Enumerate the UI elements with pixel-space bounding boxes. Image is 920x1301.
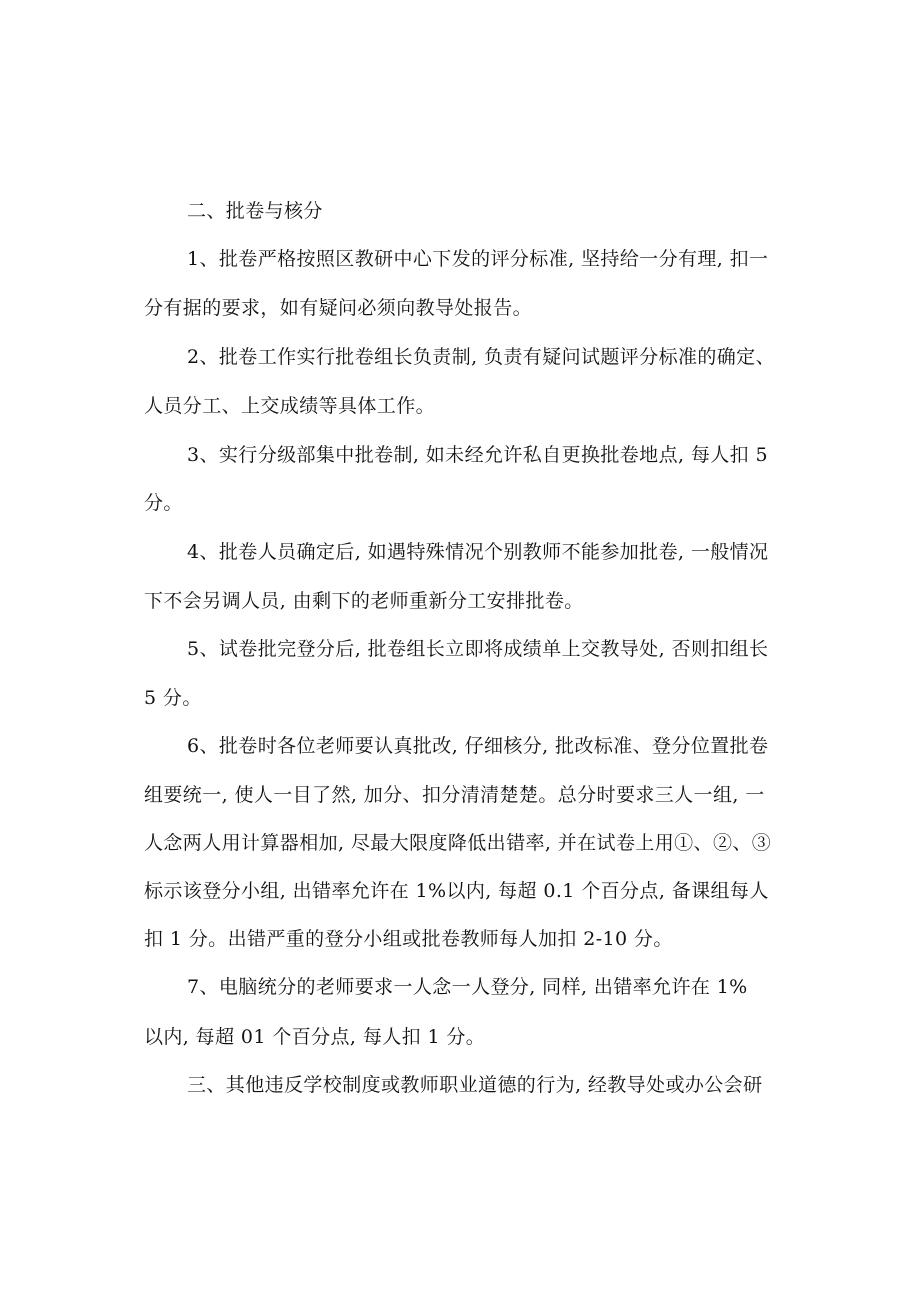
- paragraph-6-line-2: 组要统一, 使人一目了然, 加分、扣分清清楚楚。总分时要求三人一组, 一: [144, 784, 765, 806]
- paragraph-6-line-3: 人念两人用计算器相加, 尽最大限度降低出错率, 并在试卷上用①、②、③: [144, 832, 772, 854]
- paragraph-6-line-5: 扣 1 分。出错严重的登分小组或批卷教师每人加扣 2-10 分。: [144, 928, 673, 950]
- paragraph-4-line-1: 4、批卷人员确定后, 如遇特殊情况个别教师不能参加批卷, 一般情况: [187, 541, 769, 563]
- paragraph-2-line-2: 人员分工、上交成绩等具体工作。: [144, 395, 436, 417]
- paragraph-1-line-1: 1、批卷严格按照区教研中心下发的评分标准, 坚持给一分有理, 扣一: [187, 248, 769, 270]
- paragraph-5-line-2: 5 分。: [144, 687, 202, 709]
- paragraph-3-line-2: 分。: [144, 492, 183, 514]
- paragraph-7-line-1: 7、电脑统分的老师要求一人念一人登分, 同样, 出错率允许在 1%: [187, 976, 748, 998]
- section-heading-other-violations: 三、其他违反学校制度或教师职业道德的行为, 经教导处或办公会研: [187, 1074, 763, 1096]
- paragraph-1-line-2: 分有据的要求，如有疑问必须向教导处报告。: [144, 297, 533, 319]
- paragraph-4-line-2: 下不会另调人员, 由剩下的老师重新分工安排批卷。: [144, 590, 584, 612]
- paragraph-3-line-1: 3、实行分级部集中批卷制, 如未经允许私自更换批卷地点, 每人扣 5: [187, 444, 768, 466]
- paragraph-6-line-1: 6、批卷时各位老师要认真批改, 仔细核分, 批改标准、登分位置批卷: [187, 735, 769, 757]
- paragraph-2-line-1: 2、批卷工作实行批卷组长负责制, 负责有疑问试题评分标准的确定、: [187, 346, 775, 368]
- paragraph-6-line-4: 标示该登分小组, 出错率允许在 1%以内, 每超 0.1 个百分点, 备课组每人: [144, 880, 769, 902]
- paragraph-7-line-2: 以内, 每超 01 个百分点, 每人扣 1 分。: [144, 1026, 486, 1048]
- section-heading-grading: 二、批卷与核分: [187, 200, 323, 222]
- paragraph-5-line-1: 5、试卷批完登分后, 批卷组长立即将成绩单上交教导处, 否则扣组长: [187, 638, 769, 660]
